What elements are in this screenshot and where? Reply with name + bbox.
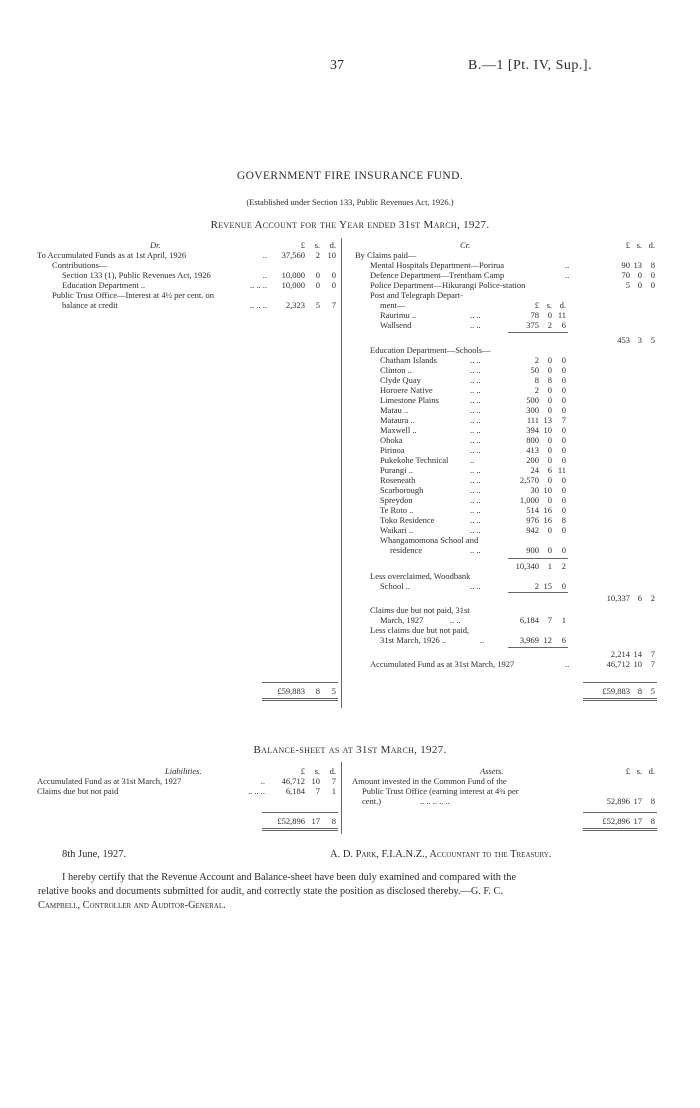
education-item-dots: .. ..	[470, 435, 481, 445]
education-item-amount-shillings: 0	[547, 365, 552, 375]
cr-claim-dots: ..	[565, 260, 570, 270]
education-item-amount-pounds: 111	[526, 415, 539, 425]
less-overclaimed-dots: .. ..	[470, 581, 481, 591]
document-title: GOVERNMENT FIRE INSURANCE FUND.	[236, 170, 464, 182]
dr-total-pounds: £59,883	[277, 686, 305, 696]
dr-row-amount-shillings: 0	[315, 270, 320, 280]
cr-claim-amount-shillings: 0	[637, 270, 642, 280]
post-telegraph-subtotal-pounds: 453	[617, 335, 630, 345]
education-item-dots: .. ..	[470, 405, 481, 415]
education-item-amount-shillings: 0	[547, 435, 552, 445]
education-gross-pounds: 10,340	[515, 561, 539, 571]
post-telegraph-item-amount-pence: 11	[557, 310, 566, 320]
liabilities-label: Liabilities.	[165, 766, 202, 776]
education-net-pounds: 10,337	[606, 593, 630, 603]
education-item-amount-pounds: 24	[530, 465, 539, 475]
education-item: Pukekohe Technical	[380, 455, 449, 465]
cr-currency-shillings: s.	[636, 240, 642, 250]
post-telegraph-item-dots: .. ..	[470, 310, 481, 320]
education-item-amount-pounds: 394	[526, 425, 539, 435]
education-item-amount-pence: 0	[561, 355, 566, 365]
less-overclaimed-amount-shillings: 15	[543, 581, 552, 591]
dr-row-dots: .. .. ..	[250, 300, 267, 310]
liabilities-total-pounds: £52,896	[277, 816, 305, 826]
education-item-amount-shillings: 0	[547, 475, 552, 485]
education-item-dots: .. ..	[470, 485, 481, 495]
dr-currency-pounds: £	[300, 240, 305, 250]
certification-line-3: Campbell, Controller and Auditor-General.	[38, 900, 226, 911]
dr-total-pence: 5	[331, 686, 336, 696]
less-claims-due: Less claims due but not paid,	[370, 625, 470, 635]
education-item: Matau ..	[380, 405, 409, 415]
balance-sheet-title: Balance-sheet as at 31st March, 1927.	[253, 744, 447, 756]
liability-row-amount-pence: 1	[331, 786, 336, 796]
assets-total-rule-bottom	[583, 828, 657, 829]
post-telegraph-item-amount-shillings: 0	[547, 310, 552, 320]
assets-currency-shillings: s.	[636, 766, 642, 776]
dr-row-amount-shillings: 0	[315, 280, 320, 290]
education-item: Purangi ..	[380, 465, 413, 475]
education-item: Roseneath	[380, 475, 416, 485]
post-telegraph-label-2: ment—	[380, 300, 406, 310]
claims-paid-label: By Claims paid—	[355, 250, 417, 260]
education-item-amount-pence: 0	[561, 365, 566, 375]
education-item-amount-pence: 0	[561, 485, 566, 495]
less-overclaimed-amount-pounds: 2	[534, 581, 539, 591]
education-item-dots: .. ..	[470, 445, 481, 455]
dr-row-amount-pence: 0	[331, 280, 336, 290]
post-telegraph-item-amount-pence: 6	[561, 320, 566, 330]
education-net-shillings: 6	[637, 593, 642, 603]
cr-claim-amount-pence: 0	[650, 280, 655, 290]
less-overclaimed: Less overclaimed, Woodbank	[370, 571, 471, 581]
education-item-amount-pence: 0	[561, 395, 566, 405]
education-item-amount-pounds: 2	[534, 385, 539, 395]
liabilities-currency-pounds: £	[300, 766, 305, 776]
cr-claim-amount-shillings: 0	[637, 280, 642, 290]
dr-row: Public Trust Office—Interest at 4½ per cent. on	[52, 290, 215, 300]
liability-row-dots: ..	[260, 776, 265, 786]
cr-claim-amount-pence: 0	[650, 270, 655, 280]
education-gross-pence: 2	[561, 561, 566, 571]
education-item-amount-pounds: 30	[530, 485, 539, 495]
education-item-dots: .. ..	[470, 395, 481, 405]
cr-total-pounds: £59,883	[602, 686, 630, 696]
education-item-amount-pounds: 50	[530, 365, 539, 375]
liabilities-total-shillings: 17	[311, 816, 320, 826]
education-item-amount-pence: 0	[561, 525, 566, 535]
asset-amount-pence: 8	[650, 796, 655, 806]
education-item-amount-shillings: 0	[547, 405, 552, 415]
education-item-amount-pence: 0	[561, 405, 566, 415]
education-item-amount-shillings: 10	[543, 485, 552, 495]
claims-due-amount-pence: 1	[561, 615, 566, 625]
signatory: A. D. Park, F.I.A.N.Z., Accountant to the Treasury.	[330, 849, 552, 860]
liability-row-amount-pounds: 46,712	[281, 776, 305, 786]
education-item-amount-pence: 0	[561, 375, 566, 385]
education-item-amount-shillings: 8	[547, 375, 552, 385]
education-item-amount-pounds: 514	[526, 505, 539, 515]
certification-line-2: relative books and documents submitted for audit, and correctly state the position as disclosed thereby.—G. F. C.	[38, 886, 503, 897]
education-item-amount-pence: 7	[561, 415, 566, 425]
education-item-amount-pence: 0	[561, 425, 566, 435]
education-item-amount-pence: 0	[561, 385, 566, 395]
post-telegraph-label: Post and Telegraph Depart-	[370, 290, 463, 300]
whangamomona-dots: .. ..	[470, 545, 481, 555]
education-item: Mataura ..	[380, 415, 415, 425]
liabilities-total-rule-top	[262, 812, 338, 813]
assets-currency-pounds: £	[625, 766, 630, 776]
education-item-amount-shillings: 0	[547, 355, 552, 365]
dr-row-amount-shillings: 5	[315, 300, 320, 310]
dr-row: Education Department ..	[62, 280, 146, 290]
liability-row-dots: .. .. ..	[248, 786, 265, 796]
asset-row-2: Public Trust Office (earning interest at 4¾ per	[362, 786, 519, 796]
education-item-dots: .. ..	[470, 515, 481, 525]
education-item-dots: .. ..	[470, 525, 481, 535]
education-item-amount-shillings: 16	[543, 515, 552, 525]
less-claims-due-amount-pence: 6	[561, 635, 566, 645]
education-item-dots: .. ..	[470, 475, 481, 485]
post-telegraph-item-amount-pounds: 78	[530, 310, 539, 320]
asset-row-3: cent.)	[362, 796, 382, 806]
accumulated-fund: Accumulated Fund as at 31st March, 1927	[370, 659, 515, 669]
education-item-amount-pence: 0	[561, 455, 566, 465]
education-item-amount-pounds: 8	[534, 375, 539, 385]
education-item: Limestone Plains	[380, 395, 439, 405]
education-item-amount-pence: 8	[561, 515, 566, 525]
liability-row: Claims due but not paid	[37, 786, 119, 796]
post-telegraph-currency-shillings: s.	[546, 300, 552, 310]
cr-claim-amount-pounds: 70	[621, 270, 630, 280]
cr-total-shillings: 8	[637, 686, 642, 696]
liability-row-amount-pounds: 6,184	[285, 786, 305, 796]
education-item-dots: .. ..	[470, 355, 481, 365]
post-telegraph-item: Wallsend	[380, 320, 412, 330]
whangamomona-label-2: residence	[390, 545, 423, 555]
education-item-dots: ..	[470, 455, 475, 465]
education-item-amount-shillings: 0	[547, 395, 552, 405]
dr-label: Dr.	[150, 240, 161, 250]
dr-row-amount-pounds: 37,560	[281, 250, 305, 260]
assets-total-rule-bottom2	[583, 830, 657, 831]
dr-currency-pence: d.	[329, 240, 336, 250]
education-item-dots: .. ..	[470, 385, 481, 395]
claims-due-net-pounds: 2,214	[610, 649, 630, 659]
education-item-amount-pounds: 2,570	[519, 475, 539, 485]
claims-due-amount-shillings: 7	[547, 615, 552, 625]
accumulated-fund-amount-pounds: 46,712	[606, 659, 630, 669]
dr-row-amount-pence: 10	[327, 250, 336, 260]
certification-line-1: I hereby certify that the Revenue Account and Balance-sheet have been duly examined and compared with the	[62, 872, 517, 883]
education-item-dots: .. ..	[470, 505, 481, 515]
dr-row-amount-shillings: 2	[315, 250, 320, 260]
education-item-amount-pence: 0	[561, 475, 566, 485]
assets-total-pounds: £52,896	[602, 816, 630, 826]
accumulated-fund-amount-shillings: 10	[633, 659, 642, 669]
revenue-account-title: Revenue Account for the Year ended 31st March, 1927.	[210, 219, 490, 231]
cr-total-pence: 5	[650, 686, 655, 696]
cr-currency-pence: d.	[648, 240, 655, 250]
education-item-dots: .. ..	[470, 425, 481, 435]
education-item: Chatham Islands	[380, 355, 437, 365]
education-item: Maxwell ..	[380, 425, 417, 435]
education-item-amount-pounds: 413	[526, 445, 539, 455]
less-claims-due-dots: ..	[480, 635, 485, 645]
claims-due-net-shillings: 14	[633, 649, 642, 659]
education-item-amount-pence: 0	[561, 435, 566, 445]
asset-row: Amount invested in the Common Fund of the	[352, 776, 507, 786]
liabilities-total-rule-bottom	[262, 828, 338, 829]
page-number: 37	[330, 58, 344, 73]
education-label: Education Department—Schools—	[370, 345, 491, 355]
claims-due-label-2: March, 1927	[380, 615, 424, 625]
liability-row-amount-shillings: 10	[311, 776, 320, 786]
liabilities-total-rule-bottom2	[262, 830, 338, 831]
education-item-dots: .. ..	[470, 415, 481, 425]
post-telegraph-item-dots: .. ..	[470, 320, 481, 330]
education-item-amount-pounds: 1,000	[519, 495, 539, 505]
liability-row: Accumulated Fund as at 31st March, 1927	[37, 776, 182, 786]
dr-row-amount-pence: 0	[331, 270, 336, 280]
less-overclaimed-amount-pence: 0	[561, 581, 566, 591]
education-item-dots: .. ..	[470, 495, 481, 505]
cr-claim-dots: ..	[565, 270, 570, 280]
education-item-amount-pounds: 800	[526, 435, 539, 445]
education-item: Scarborough	[380, 485, 424, 495]
education-item: Ohoka	[380, 435, 403, 445]
education-item-amount-shillings: 13	[543, 415, 552, 425]
post-telegraph-currency-pounds: £	[534, 300, 539, 310]
education-item-amount-pounds: 200	[526, 455, 539, 465]
dr-total-shillings: 8	[315, 686, 320, 696]
asset-amount-shillings: 17	[633, 796, 642, 806]
education-item-amount-pence: 0	[561, 445, 566, 455]
liabilities-currency-shillings: s.	[314, 766, 320, 776]
education-item-dots: .. ..	[470, 465, 481, 475]
claims-due-dots: .. ..	[450, 615, 461, 625]
less-claims-due-amount-shillings: 12	[543, 635, 552, 645]
education-item: Clinton ..	[380, 365, 412, 375]
education-item-amount-pounds: 300	[526, 405, 539, 415]
asset-amount-pounds: 52,896	[606, 796, 630, 806]
less-claims-due-amount-pounds: 3,969	[519, 635, 539, 645]
education-item: Spreydon	[380, 495, 413, 505]
dr-currency-shillings: s.	[314, 240, 320, 250]
education-item-amount-pence: 0	[561, 495, 566, 505]
signature-date: 8th June, 1927.	[62, 849, 127, 860]
education-item-amount-pence: 11	[557, 465, 566, 475]
document-subtitle: (Established under Section 133, Public Revenues Act, 1926.)	[246, 197, 454, 207]
education-item-amount-pounds: 2	[534, 355, 539, 365]
assets-total-shillings: 17	[633, 816, 642, 826]
whangamomona-amount-pence: 0	[561, 545, 566, 555]
whangamomona-label: Whangamomona School and	[380, 535, 479, 545]
dr-row-amount-pence: 7	[331, 300, 336, 310]
assets-total-pence: 8	[650, 816, 655, 826]
dr-row: balance at credit	[62, 300, 118, 310]
post-telegraph-subtotal-pence: 5	[650, 335, 655, 345]
dr-row: To Accumulated Funds as at 1st April, 1926	[37, 250, 187, 260]
cr-claim-amount-pounds: 90	[621, 260, 630, 270]
education-item-dots: .. ..	[470, 375, 481, 385]
assets-label: Assets.	[480, 766, 504, 776]
whangamomona-amount-pounds: 900	[526, 545, 539, 555]
cr-claim: Police Department—Hikurangi Police-station	[370, 280, 526, 290]
post-telegraph-item-amount-shillings: 2	[547, 320, 552, 330]
assets-currency-pence: d.	[648, 766, 655, 776]
education-item-amount-shillings: 16	[543, 505, 552, 515]
education-item: Horoere Native	[380, 385, 433, 395]
dr-row: Section 133 (1), Public Revenues Act, 1926	[62, 270, 211, 280]
post-telegraph-item: Raurimu ..	[380, 310, 417, 320]
liabilities-currency-pence: d.	[329, 766, 336, 776]
education-item-amount-pounds: 976	[526, 515, 539, 525]
less-overclaimed-2: School ..	[380, 581, 410, 591]
claims-due-amount-pounds: 6,184	[519, 615, 539, 625]
education-item-amount-pounds: 942	[526, 525, 539, 535]
balance-sheet-divider	[341, 762, 342, 834]
less-claims-due-2: 31st March, 1926 ..	[380, 635, 447, 645]
education-item-amount-shillings: 0	[547, 445, 552, 455]
post-telegraph-subtotal-shillings: 3	[637, 335, 642, 345]
post-telegraph-item-amount-pounds: 375	[526, 320, 539, 330]
education-item: Clyde Quay	[380, 375, 421, 385]
education-item: Waikari ..	[380, 525, 414, 535]
education-item-amount-pence: 0	[561, 505, 566, 515]
education-item-amount-shillings: 0	[547, 525, 552, 535]
liability-row-amount-shillings: 7	[315, 786, 320, 796]
asset-row-dots: .. .. .. .. ..	[420, 796, 450, 806]
education-item-amount-shillings: 0	[547, 455, 552, 465]
assets-total-rule-top	[583, 812, 657, 813]
page-reference: B.—1 [Pt. IV, Sup.].	[468, 58, 593, 73]
education-item-amount-shillings: 10	[543, 425, 552, 435]
accumulated-fund-dots: ..	[565, 659, 570, 669]
liability-row-amount-pence: 7	[331, 776, 336, 786]
claims-due-label: Claims due but not paid, 31st	[370, 605, 470, 615]
whangamomona-amount-shillings: 0	[547, 545, 552, 555]
dr-row-dots: ..	[262, 250, 267, 260]
education-item-amount-shillings: 0	[547, 385, 552, 395]
cr-claim: Mental Hospitals Department—Porirua	[370, 260, 505, 270]
accumulated-fund-amount-pence: 7	[650, 659, 655, 669]
education-net-pence: 2	[650, 593, 655, 603]
cr-claim-amount-pounds: 5	[625, 280, 630, 290]
dr-row: Contributions—	[52, 260, 108, 270]
education-item: Toko Residence	[380, 515, 435, 525]
dr-row-dots: ..	[262, 270, 267, 280]
education-gross-shillings: 1	[547, 561, 552, 571]
education-item-dots: .. ..	[470, 365, 481, 375]
cr-label: Cr.	[460, 240, 471, 250]
cr-claim-amount-shillings: 13	[633, 260, 642, 270]
cr-claim: Defence Department—Trentham Camp	[370, 270, 505, 280]
post-telegraph-currency-pence: d.	[559, 300, 566, 310]
dr-row-amount-pounds: 10,000	[281, 280, 305, 290]
education-item-amount-shillings: 6	[547, 465, 552, 475]
cr-claim-amount-pence: 8	[650, 260, 655, 270]
education-item: Te Roto ..	[380, 505, 414, 515]
claims-due-net-pence: 7	[650, 649, 655, 659]
education-item-amount-shillings: 0	[547, 495, 552, 505]
education-item-amount-pounds: 500	[526, 395, 539, 405]
cr-currency-pounds: £	[625, 240, 630, 250]
dr-row-amount-pounds: 10,000	[281, 270, 305, 280]
education-item: Pirinoa	[380, 445, 405, 455]
liabilities-total-pence: 8	[331, 816, 336, 826]
dr-row-dots: .. .. ..	[250, 280, 267, 290]
dr-row-amount-pounds: 2,323	[285, 300, 305, 310]
